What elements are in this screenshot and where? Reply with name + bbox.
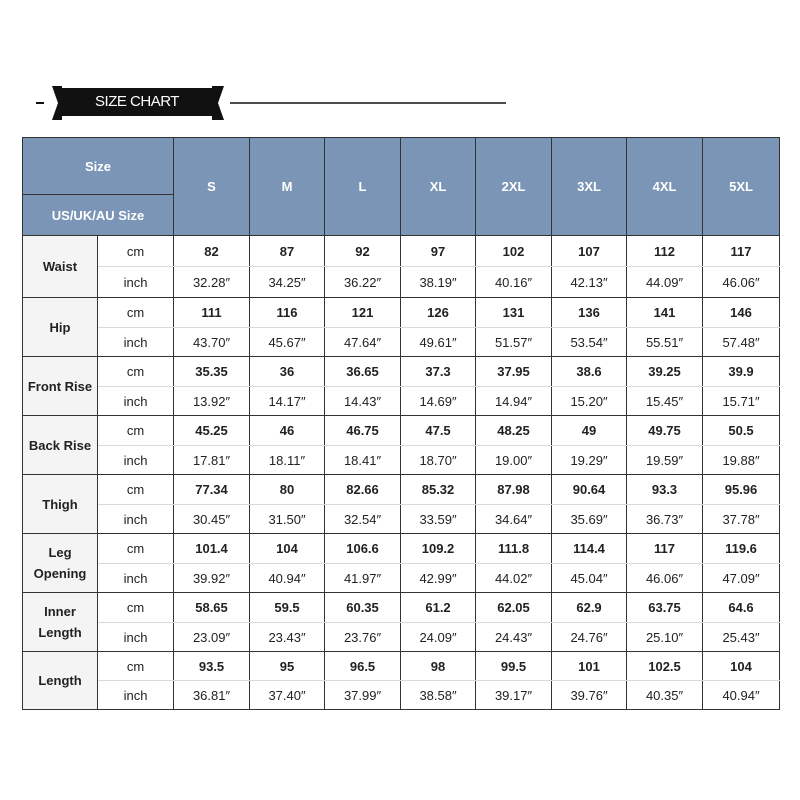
cell-cm: 98 — [401, 652, 476, 681]
size-col-header: S — [174, 138, 250, 236]
cell-cm: 111.8 — [476, 534, 552, 564]
cell-inch: 14.94″ — [476, 387, 552, 416]
cell-cm: 46.75 — [325, 416, 401, 446]
cell-cm: 95.96 — [703, 475, 780, 505]
row-label: Leg Opening — [23, 534, 98, 593]
cell-inch: 42.13″ — [552, 267, 627, 298]
measurement-row-cm — [23, 236, 780, 267]
cell-cm: 38.6 — [552, 357, 627, 387]
unit-label-inch: inch — [98, 564, 174, 593]
cell-cm: 35.35 — [174, 357, 250, 387]
cell-cm: 106.6 — [325, 534, 401, 564]
cell-inch: 14.17″ — [250, 387, 325, 416]
cell-cm: 37.95 — [476, 357, 552, 387]
cell-inch: 53.54″ — [552, 328, 627, 357]
cell-inch: 36.73″ — [627, 505, 703, 534]
cell-inch: 19.29″ — [552, 446, 627, 475]
unit-label-cm: cm — [98, 593, 174, 623]
cell-inch: 15.45″ — [627, 387, 703, 416]
size-chart-table — [22, 137, 780, 710]
cell-inch: 51.57″ — [476, 328, 552, 357]
cell-cm: 36 — [250, 357, 325, 387]
size-col-header: L — [325, 138, 401, 236]
header-region-label: US/UK/AU Size — [23, 195, 174, 236]
cell-cm: 64.6 — [703, 593, 780, 623]
cell-inch: 43.70″ — [174, 328, 250, 357]
size-chart-banner — [0, 0, 800, 135]
cell-inch: 19.00″ — [476, 446, 552, 475]
size-col-header: 2XL — [476, 138, 552, 236]
cell-inch: 34.64″ — [476, 505, 552, 534]
measurement-row-inch — [23, 623, 780, 652]
banner-title: SIZE CHART — [95, 93, 179, 110]
cell-cm: 80 — [250, 475, 325, 505]
cell-inch: 33.59″ — [401, 505, 476, 534]
cell-cm: 39.25 — [627, 357, 703, 387]
row-label: Back Rise — [23, 416, 98, 475]
measurement-row-inch — [23, 505, 780, 534]
cell-inch: 19.59″ — [627, 446, 703, 475]
cell-inch: 38.19″ — [401, 267, 476, 298]
cell-inch: 15.20″ — [552, 387, 627, 416]
unit-label-inch: inch — [98, 267, 174, 298]
size-chart-body — [23, 138, 780, 710]
cell-cm: 48.25 — [476, 416, 552, 446]
cell-inch: 39.17″ — [476, 681, 552, 710]
cell-cm: 141 — [627, 298, 703, 328]
cell-inch: 17.81″ — [174, 446, 250, 475]
unit-label-inch: inch — [98, 446, 174, 475]
cell-inch: 23.76″ — [325, 623, 401, 652]
cell-cm: 87.98 — [476, 475, 552, 505]
cell-inch: 37.99″ — [325, 681, 401, 710]
cell-inch: 40.35″ — [627, 681, 703, 710]
measurement-row-cm — [23, 593, 780, 623]
cell-inch: 18.11″ — [250, 446, 325, 475]
measurement-row-cm — [23, 475, 780, 505]
measurement-row-cm — [23, 652, 780, 681]
cell-inch: 31.50″ — [250, 505, 325, 534]
unit-label-inch: inch — [98, 681, 174, 710]
unit-label-cm: cm — [98, 298, 174, 328]
cell-inch: 44.02″ — [476, 564, 552, 593]
unit-label-cm: cm — [98, 475, 174, 505]
measurement-row-inch — [23, 267, 780, 298]
cell-inch: 41.97″ — [325, 564, 401, 593]
cell-cm: 95 — [250, 652, 325, 681]
cell-cm: 126 — [401, 298, 476, 328]
cell-inch: 47.64″ — [325, 328, 401, 357]
measurement-row-inch — [23, 564, 780, 593]
row-label: Length — [23, 652, 98, 710]
cell-cm: 90.64 — [552, 475, 627, 505]
cell-inch: 23.43″ — [250, 623, 325, 652]
cell-cm: 92 — [325, 236, 401, 267]
cell-cm: 60.35 — [325, 593, 401, 623]
cell-cm: 136 — [552, 298, 627, 328]
cell-inch: 36.81″ — [174, 681, 250, 710]
cell-cm: 97 — [401, 236, 476, 267]
cell-inch: 45.04″ — [552, 564, 627, 593]
row-label: Hip — [23, 298, 98, 357]
cell-inch: 14.69″ — [401, 387, 476, 416]
cell-cm: 146 — [703, 298, 780, 328]
cell-inch: 46.06″ — [627, 564, 703, 593]
measurement-row-inch — [23, 681, 780, 710]
measurement-row-inch — [23, 328, 780, 357]
cell-inch: 36.22″ — [325, 267, 401, 298]
cell-inch: 37.40″ — [250, 681, 325, 710]
cell-inch: 32.54″ — [325, 505, 401, 534]
row-label: Thigh — [23, 475, 98, 534]
cell-inch: 13.92″ — [174, 387, 250, 416]
cell-cm: 111 — [174, 298, 250, 328]
cell-inch: 39.92″ — [174, 564, 250, 593]
cell-cm: 109.2 — [401, 534, 476, 564]
cell-cm: 46 — [250, 416, 325, 446]
measurement-row-cm — [23, 298, 780, 328]
header-size-label: Size — [23, 138, 174, 195]
cell-inch: 40.94″ — [250, 564, 325, 593]
cell-cm: 49.75 — [627, 416, 703, 446]
cell-cm: 131 — [476, 298, 552, 328]
measurement-row-inch — [23, 387, 780, 416]
cell-cm: 121 — [325, 298, 401, 328]
cell-inch: 37.78″ — [703, 505, 780, 534]
cell-inch: 24.43″ — [476, 623, 552, 652]
unit-label-inch: inch — [98, 387, 174, 416]
cell-inch: 40.16″ — [476, 267, 552, 298]
cell-inch: 34.25″ — [250, 267, 325, 298]
unit-label-cm: cm — [98, 236, 174, 267]
cell-inch: 32.28″ — [174, 267, 250, 298]
cell-cm: 39.9 — [703, 357, 780, 387]
row-label: Inner Length — [23, 593, 98, 652]
cell-cm: 101.4 — [174, 534, 250, 564]
cell-inch: 45.67″ — [250, 328, 325, 357]
cell-inch: 35.69″ — [552, 505, 627, 534]
unit-label-cm: cm — [98, 534, 174, 564]
cell-cm: 104 — [250, 534, 325, 564]
unit-label-inch: inch — [98, 505, 174, 534]
cell-inch: 47.09″ — [703, 564, 780, 593]
cell-cm: 116 — [250, 298, 325, 328]
cell-inch: 30.45″ — [174, 505, 250, 534]
measurement-row-cm — [23, 416, 780, 446]
cell-cm: 101 — [552, 652, 627, 681]
cell-cm: 45.25 — [174, 416, 250, 446]
banner-left-notch — [52, 86, 62, 120]
cell-cm: 85.32 — [401, 475, 476, 505]
banner-right-notch — [212, 86, 224, 120]
cell-cm: 36.65 — [325, 357, 401, 387]
row-label: Waist — [23, 236, 98, 298]
size-col-header: XL — [401, 138, 476, 236]
measurement-row-inch — [23, 446, 780, 475]
cell-cm: 49 — [552, 416, 627, 446]
cell-inch: 24.09″ — [401, 623, 476, 652]
unit-label-cm: cm — [98, 357, 174, 387]
cell-cm: 37.3 — [401, 357, 476, 387]
cell-cm: 58.65 — [174, 593, 250, 623]
cell-inch: 24.76″ — [552, 623, 627, 652]
cell-inch: 49.61″ — [401, 328, 476, 357]
cell-cm: 93.5 — [174, 652, 250, 681]
cell-inch: 18.41″ — [325, 446, 401, 475]
cell-cm: 102.5 — [627, 652, 703, 681]
cell-cm: 117 — [703, 236, 780, 267]
cell-cm: 63.75 — [627, 593, 703, 623]
cell-cm: 62.05 — [476, 593, 552, 623]
cell-inch: 23.09″ — [174, 623, 250, 652]
cell-cm: 102 — [476, 236, 552, 267]
cell-inch: 19.88″ — [703, 446, 780, 475]
measurement-row-cm — [23, 357, 780, 387]
cell-inch: 57.48″ — [703, 328, 780, 357]
cell-cm: 61.2 — [401, 593, 476, 623]
cell-inch: 40.94″ — [703, 681, 780, 710]
cell-cm: 82.66 — [325, 475, 401, 505]
cell-cm: 119.6 — [703, 534, 780, 564]
unit-label-cm: cm — [98, 416, 174, 446]
cell-cm: 47.5 — [401, 416, 476, 446]
size-col-header: 4XL — [627, 138, 703, 236]
cell-cm: 62.9 — [552, 593, 627, 623]
cell-cm: 50.5 — [703, 416, 780, 446]
cell-inch: 44.09″ — [627, 267, 703, 298]
measurement-row-cm — [23, 534, 780, 564]
cell-cm: 59.5 — [250, 593, 325, 623]
cell-inch: 46.06″ — [703, 267, 780, 298]
cell-cm: 93.3 — [627, 475, 703, 505]
cell-cm: 87 — [250, 236, 325, 267]
cell-inch: 25.43″ — [703, 623, 780, 652]
cell-cm: 82 — [174, 236, 250, 267]
cell-cm: 112 — [627, 236, 703, 267]
row-label: Front Rise — [23, 357, 98, 416]
cell-inch: 42.99″ — [401, 564, 476, 593]
cell-inch: 55.51″ — [627, 328, 703, 357]
size-col-header: M — [250, 138, 325, 236]
cell-inch: 14.43″ — [325, 387, 401, 416]
cell-inch: 18.70″ — [401, 446, 476, 475]
cell-cm: 107 — [552, 236, 627, 267]
cell-inch: 15.71″ — [703, 387, 780, 416]
unit-label-cm: cm — [98, 652, 174, 681]
cell-cm: 99.5 — [476, 652, 552, 681]
cell-inch: 25.10″ — [627, 623, 703, 652]
cell-cm: 117 — [627, 534, 703, 564]
cell-cm: 77.34 — [174, 475, 250, 505]
cell-inch: 38.58″ — [401, 681, 476, 710]
cell-cm: 96.5 — [325, 652, 401, 681]
unit-label-inch: inch — [98, 623, 174, 652]
cell-cm: 114.4 — [552, 534, 627, 564]
unit-label-inch: inch — [98, 328, 174, 357]
cell-cm: 104 — [703, 652, 780, 681]
size-col-header: 3XL — [552, 138, 627, 236]
cell-inch: 39.76″ — [552, 681, 627, 710]
size-col-header: 5XL — [703, 138, 780, 236]
